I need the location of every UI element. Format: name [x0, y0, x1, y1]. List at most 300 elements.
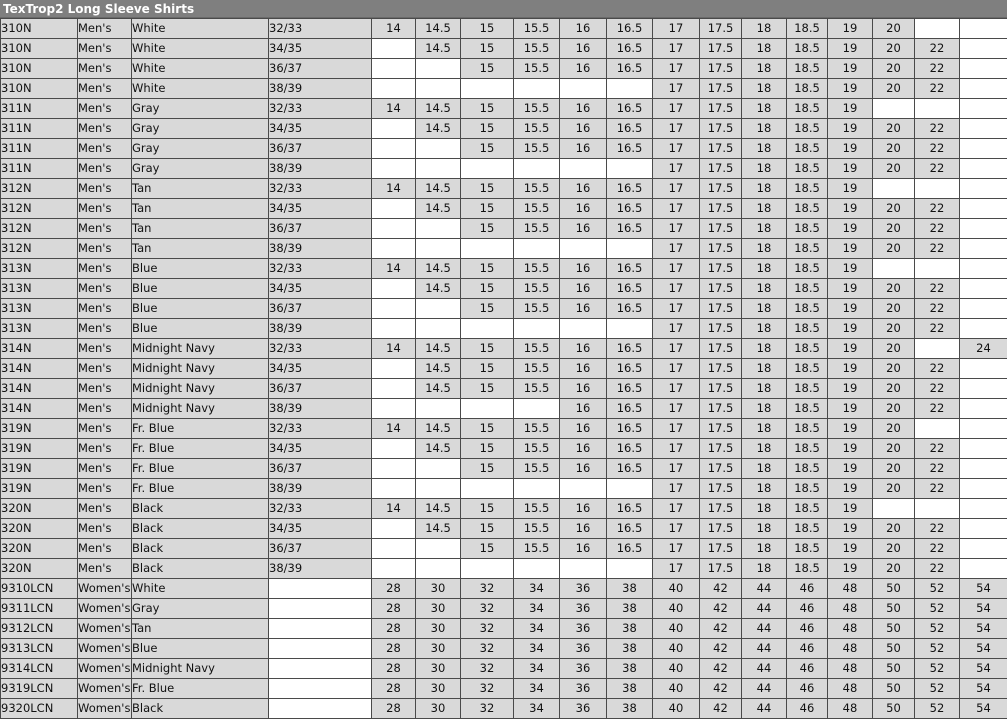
size-cell [372, 319, 416, 339]
size-cell: 15.5 [514, 339, 560, 359]
length-cell: 32/33 [269, 259, 372, 279]
size-cell: 20 [873, 119, 915, 139]
style-cell: 320N [1, 499, 78, 519]
size-cell: 16.5 [607, 519, 653, 539]
size-cell: 20 [873, 239, 915, 259]
size-cell: 15 [461, 39, 514, 59]
size-cell: 18.5 [787, 119, 828, 139]
color-cell: Black [132, 699, 269, 719]
size-cell: 46 [787, 619, 828, 639]
style-cell: 310N [1, 79, 78, 99]
size-cell: 44 [742, 619, 787, 639]
size-cell [873, 179, 915, 199]
size-cell: 22 [915, 439, 960, 459]
size-cell: 18 [742, 439, 787, 459]
size-cell [960, 199, 1007, 219]
size-cell: 17 [653, 239, 700, 259]
size-cell: 17.5 [700, 479, 742, 499]
size-cell [461, 79, 514, 99]
color-cell: Blue [132, 299, 269, 319]
size-cell: 16 [560, 219, 607, 239]
table-row [1, 279, 1007, 299]
size-cell: 19 [828, 19, 873, 39]
table-row [1, 19, 1007, 39]
size-cell [960, 319, 1007, 339]
table-row [1, 339, 1007, 359]
length-cell: 38/39 [269, 239, 372, 259]
size-cell: 15 [461, 259, 514, 279]
length-cell: 34/35 [269, 439, 372, 459]
size-cell: 50 [873, 679, 915, 699]
table-row [1, 59, 1007, 79]
size-cell: 18 [742, 19, 787, 39]
table-row [1, 559, 1007, 579]
style-cell: 313N [1, 319, 78, 339]
size-cell: 19 [828, 239, 873, 259]
size-cell: 16 [560, 359, 607, 379]
size-cell: 15.5 [514, 119, 560, 139]
size-cell: 17 [653, 39, 700, 59]
size-cell: 54 [960, 679, 1007, 699]
size-cell: 16 [560, 439, 607, 459]
size-cell: 15.5 [514, 259, 560, 279]
size-cell: 18.5 [787, 179, 828, 199]
size-cell: 50 [873, 699, 915, 719]
size-cell [560, 79, 607, 99]
size-cell: 44 [742, 659, 787, 679]
size-cell: 19 [828, 119, 873, 139]
size-cell: 15.5 [514, 379, 560, 399]
size-cell: 22 [915, 279, 960, 299]
size-cell: 20 [873, 559, 915, 579]
color-cell: Tan [132, 219, 269, 239]
size-cell [607, 79, 653, 99]
color-cell: Gray [132, 119, 269, 139]
size-cell [960, 359, 1007, 379]
size-cell: 15 [461, 139, 514, 159]
size-cell: 32 [461, 579, 514, 599]
color-cell: Blue [132, 259, 269, 279]
gender-cell: Men's [78, 79, 132, 99]
size-cell: 15.5 [514, 199, 560, 219]
size-cell: 42 [700, 679, 742, 699]
gender-cell: Men's [78, 159, 132, 179]
size-cell: 18.5 [787, 199, 828, 219]
size-cell: 52 [915, 679, 960, 699]
size-cell: 18 [742, 479, 787, 499]
size-cell [372, 559, 416, 579]
size-cell: 15 [461, 459, 514, 479]
size-cell: 36 [560, 659, 607, 679]
size-cell [960, 39, 1007, 59]
size-cell: 15.5 [514, 359, 560, 379]
size-cell: 18.5 [787, 279, 828, 299]
size-cell [416, 219, 461, 239]
size-cell: 17 [653, 299, 700, 319]
style-cell: 311N [1, 159, 78, 179]
size-cell: 20 [873, 359, 915, 379]
gender-cell: Men's [78, 19, 132, 39]
size-cell: 15.5 [514, 179, 560, 199]
size-cell: 16.5 [607, 39, 653, 59]
length-cell: 38/39 [269, 319, 372, 339]
size-cell [960, 79, 1007, 99]
size-cell: 30 [416, 599, 461, 619]
size-cell [960, 99, 1007, 119]
size-cell: 16 [560, 419, 607, 439]
size-cell: 17.5 [700, 499, 742, 519]
size-cell: 50 [873, 659, 915, 679]
size-cell: 15 [461, 419, 514, 439]
size-cell: 14.5 [416, 499, 461, 519]
size-cell: 18 [742, 319, 787, 339]
table-row [1, 479, 1007, 499]
size-cell: 15 [461, 439, 514, 459]
size-cell: 15.5 [514, 519, 560, 539]
size-cell: 52 [915, 599, 960, 619]
size-cell: 46 [787, 679, 828, 699]
gender-cell: Men's [78, 419, 132, 439]
size-cell: 18 [742, 179, 787, 199]
table-row [1, 419, 1007, 439]
size-cell: 16.5 [607, 99, 653, 119]
gender-cell: Men's [78, 59, 132, 79]
size-cell: 14.5 [416, 99, 461, 119]
size-cell [461, 319, 514, 339]
size-cell: 48 [828, 619, 873, 639]
size-cell: 18.5 [787, 299, 828, 319]
size-cell: 14 [372, 259, 416, 279]
table-row [1, 39, 1007, 59]
size-cell: 19 [828, 299, 873, 319]
size-cell: 16 [560, 119, 607, 139]
size-cell: 18.5 [787, 419, 828, 439]
table-row [1, 99, 1007, 119]
size-cell: 15 [461, 379, 514, 399]
gender-cell: Men's [78, 259, 132, 279]
size-cell: 16.5 [607, 279, 653, 299]
size-cell [607, 559, 653, 579]
size-cell: 18.5 [787, 359, 828, 379]
color-cell: Tan [132, 619, 269, 639]
gender-cell: Men's [78, 119, 132, 139]
table-row [1, 359, 1007, 379]
size-cell [960, 499, 1007, 519]
size-cell: 16.5 [607, 179, 653, 199]
size-cell: 16 [560, 259, 607, 279]
style-cell: 314N [1, 379, 78, 399]
size-cell: 15 [461, 119, 514, 139]
size-cell: 18 [742, 199, 787, 219]
size-cell: 14 [372, 499, 416, 519]
gender-cell: Men's [78, 559, 132, 579]
size-cell [960, 279, 1007, 299]
length-cell: 38/39 [269, 479, 372, 499]
gender-cell: Men's [78, 39, 132, 59]
size-cell [560, 239, 607, 259]
size-cell: 20 [873, 279, 915, 299]
size-cell: 50 [873, 639, 915, 659]
size-cell [514, 319, 560, 339]
size-cell: 38 [607, 619, 653, 639]
size-cell: 40 [653, 659, 700, 679]
length-cell [269, 679, 372, 699]
size-cell: 14.5 [416, 119, 461, 139]
size-cell [416, 59, 461, 79]
size-cell: 16 [560, 199, 607, 219]
size-cell [416, 319, 461, 339]
size-cell: 22 [915, 159, 960, 179]
size-cell: 20 [873, 79, 915, 99]
gender-cell: Men's [78, 459, 132, 479]
size-cell: 28 [372, 619, 416, 639]
size-cell: 18 [742, 139, 787, 159]
length-cell [269, 579, 372, 599]
color-cell: Fr. Blue [132, 439, 269, 459]
size-cell: 54 [960, 659, 1007, 679]
length-cell: 38/39 [269, 399, 372, 419]
length-cell: 38/39 [269, 559, 372, 579]
size-cell: 17.5 [700, 279, 742, 299]
length-cell: 38/39 [269, 159, 372, 179]
style-cell: 319N [1, 439, 78, 459]
size-cell [915, 499, 960, 519]
size-cell: 30 [416, 699, 461, 719]
size-cell: 17 [653, 559, 700, 579]
style-cell: 9314LCN [1, 659, 78, 679]
size-cell: 17 [653, 19, 700, 39]
size-cell [960, 19, 1007, 39]
size-cell: 17 [653, 519, 700, 539]
size-cell: 44 [742, 699, 787, 719]
color-cell: Gray [132, 99, 269, 119]
size-cell: 17 [653, 319, 700, 339]
size-cell [960, 399, 1007, 419]
size-cell: 19 [828, 179, 873, 199]
size-cell: 20 [873, 19, 915, 39]
gender-cell: Men's [78, 99, 132, 119]
size-cell: 18.5 [787, 459, 828, 479]
table-row [1, 399, 1007, 419]
size-cell: 19 [828, 379, 873, 399]
style-cell: 9313LCN [1, 639, 78, 659]
size-cell: 15.5 [514, 139, 560, 159]
size-cell: 17 [653, 359, 700, 379]
table-row [1, 499, 1007, 519]
length-cell [269, 599, 372, 619]
size-cell: 15 [461, 299, 514, 319]
size-cell: 18 [742, 79, 787, 99]
size-cell [372, 299, 416, 319]
color-cell: White [132, 39, 269, 59]
size-cell: 17.5 [700, 519, 742, 539]
size-cell: 17 [653, 419, 700, 439]
size-cell: 17 [653, 259, 700, 279]
size-cell: 15 [461, 339, 514, 359]
size-cell: 16.5 [607, 59, 653, 79]
size-cell: 19 [828, 399, 873, 419]
size-cell: 19 [828, 159, 873, 179]
size-cell [873, 99, 915, 119]
size-cell: 18.5 [787, 439, 828, 459]
size-cell [960, 539, 1007, 559]
size-cell [372, 519, 416, 539]
size-cell: 15.5 [514, 299, 560, 319]
size-cell: 14 [372, 19, 416, 39]
size-cell: 15.5 [514, 19, 560, 39]
size-cell: 18 [742, 519, 787, 539]
size-cell [960, 559, 1007, 579]
size-cell [514, 399, 560, 419]
size-cell: 16.5 [607, 459, 653, 479]
size-cell [960, 379, 1007, 399]
size-cell: 52 [915, 639, 960, 659]
table-row [1, 319, 1007, 339]
size-cell: 17 [653, 539, 700, 559]
size-cell: 40 [653, 599, 700, 619]
size-cell: 28 [372, 599, 416, 619]
size-cell [960, 259, 1007, 279]
size-cell: 52 [915, 579, 960, 599]
length-cell: 36/37 [269, 379, 372, 399]
size-cell: 54 [960, 639, 1007, 659]
size-cell: 19 [828, 319, 873, 339]
size-cell [960, 59, 1007, 79]
table-row [1, 379, 1007, 399]
size-cell: 16 [560, 459, 607, 479]
size-cell: 19 [828, 219, 873, 239]
table-row [1, 239, 1007, 259]
size-cell: 22 [915, 359, 960, 379]
size-cell: 48 [828, 659, 873, 679]
size-cell: 54 [960, 579, 1007, 599]
length-cell: 32/33 [269, 499, 372, 519]
size-cell: 32 [461, 659, 514, 679]
size-cell: 28 [372, 639, 416, 659]
gender-cell: Women's [78, 679, 132, 699]
size-cell: 17.5 [700, 539, 742, 559]
size-cell: 16 [560, 19, 607, 39]
size-cell: 15 [461, 359, 514, 379]
length-cell: 32/33 [269, 339, 372, 359]
gender-cell: Women's [78, 639, 132, 659]
size-cell: 22 [915, 399, 960, 419]
size-cell: 44 [742, 639, 787, 659]
color-cell: Black [132, 559, 269, 579]
size-cell [960, 139, 1007, 159]
size-cell [372, 439, 416, 459]
length-cell: 32/33 [269, 419, 372, 439]
size-cell [607, 319, 653, 339]
size-cell: 16.5 [607, 219, 653, 239]
size-cell: 17.5 [700, 319, 742, 339]
gender-cell: Men's [78, 359, 132, 379]
size-cell: 40 [653, 699, 700, 719]
size-cell: 18 [742, 159, 787, 179]
size-cell: 17 [653, 459, 700, 479]
style-cell: 319N [1, 459, 78, 479]
size-cell [960, 419, 1007, 439]
size-cell: 22 [915, 119, 960, 139]
length-cell: 34/35 [269, 279, 372, 299]
size-cell: 16 [560, 139, 607, 159]
style-cell: 320N [1, 539, 78, 559]
style-cell: 312N [1, 219, 78, 239]
size-cell: 18.5 [787, 59, 828, 79]
size-cell: 32 [461, 599, 514, 619]
size-cell: 30 [416, 639, 461, 659]
length-cell: 38/39 [269, 79, 372, 99]
size-cell: 17 [653, 499, 700, 519]
size-cell: 14.5 [416, 519, 461, 539]
size-cell [416, 239, 461, 259]
length-cell: 34/35 [269, 519, 372, 539]
size-cell: 52 [915, 699, 960, 719]
size-cell: 20 [873, 59, 915, 79]
size-cell: 17.5 [700, 379, 742, 399]
style-cell: 311N [1, 139, 78, 159]
size-cell [416, 399, 461, 419]
length-cell: 36/37 [269, 459, 372, 479]
size-cell: 20 [873, 319, 915, 339]
size-cell: 15.5 [514, 539, 560, 559]
size-cell: 18 [742, 219, 787, 239]
style-cell: 9310LCN [1, 579, 78, 599]
color-cell: White [132, 59, 269, 79]
size-cell: 17 [653, 199, 700, 219]
size-cell: 50 [873, 599, 915, 619]
size-cell: 18 [742, 39, 787, 59]
size-cell: 30 [416, 619, 461, 639]
size-cell: 18 [742, 379, 787, 399]
size-cell: 22 [915, 239, 960, 259]
size-cell: 16.5 [607, 139, 653, 159]
size-cell: 20 [873, 299, 915, 319]
length-cell: 34/35 [269, 119, 372, 139]
size-cell: 18 [742, 59, 787, 79]
size-cell: 15.5 [514, 39, 560, 59]
size-cell: 14 [372, 99, 416, 119]
length-cell [269, 619, 372, 639]
size-cell: 28 [372, 659, 416, 679]
size-cell [915, 19, 960, 39]
color-cell: Midnight Navy [132, 399, 269, 419]
size-cell: 16.5 [607, 439, 653, 459]
size-cell: 15 [461, 19, 514, 39]
size-cell: 18 [742, 399, 787, 419]
gender-cell: Men's [78, 539, 132, 559]
size-cell: 15 [461, 199, 514, 219]
size-cell [372, 59, 416, 79]
size-cell: 40 [653, 639, 700, 659]
size-cell: 16 [560, 379, 607, 399]
size-cell [372, 399, 416, 419]
size-cell [416, 79, 461, 99]
size-cell: 16 [560, 99, 607, 119]
size-cell: 16.5 [607, 379, 653, 399]
size-cell [960, 519, 1007, 539]
style-cell: 320N [1, 519, 78, 539]
length-cell [269, 659, 372, 679]
size-cell [560, 159, 607, 179]
size-cell: 34 [514, 699, 560, 719]
color-cell: Gray [132, 599, 269, 619]
style-cell: 312N [1, 239, 78, 259]
color-cell: White [132, 579, 269, 599]
color-cell: Gray [132, 159, 269, 179]
size-cell: 20 [873, 419, 915, 439]
length-cell: 36/37 [269, 59, 372, 79]
